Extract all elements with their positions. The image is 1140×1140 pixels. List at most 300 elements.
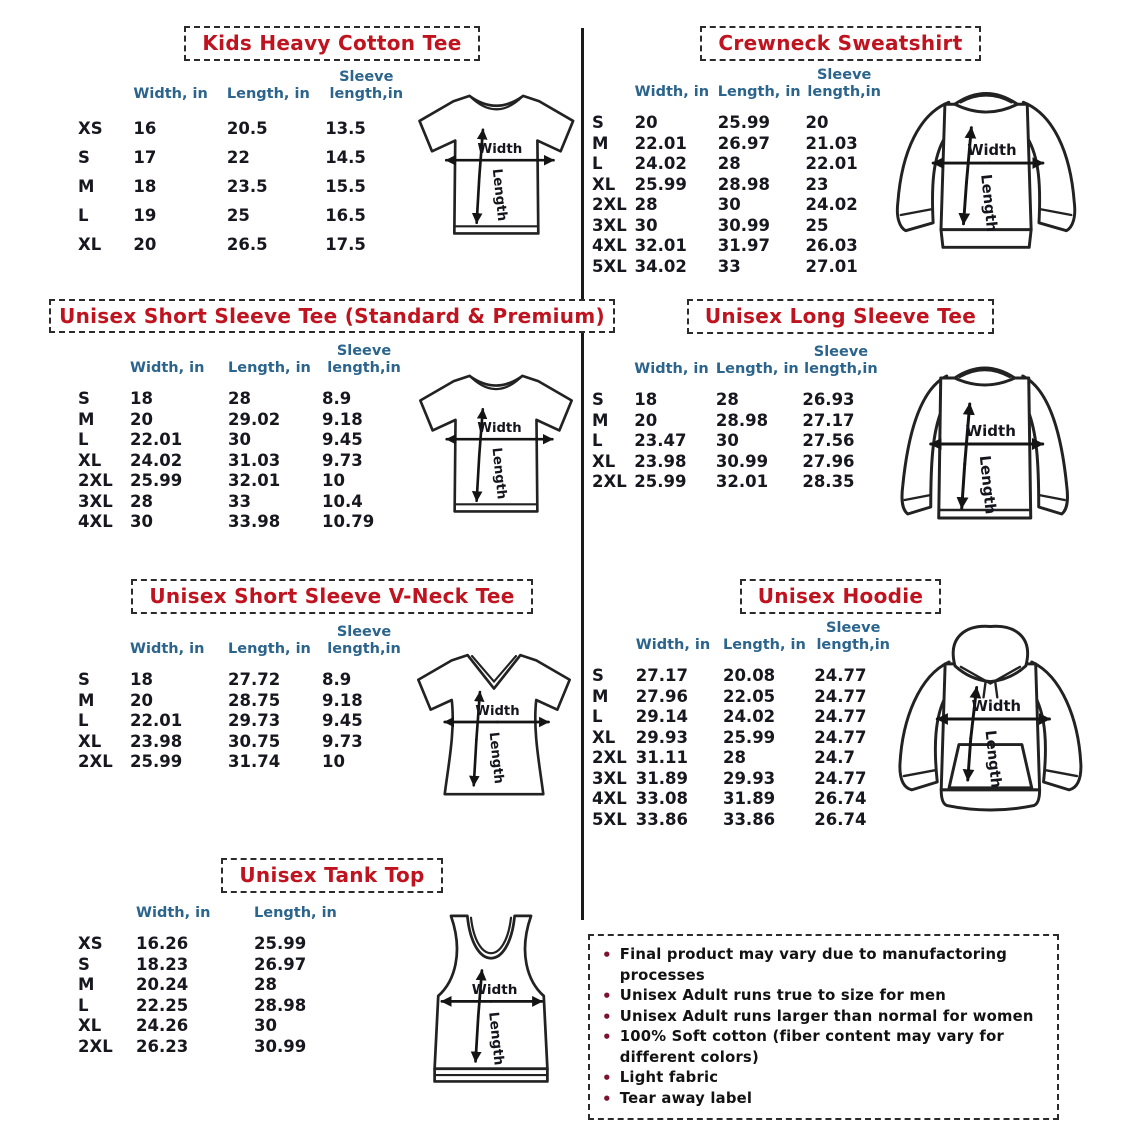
size-label: 4XL <box>592 236 627 256</box>
size-label: L <box>592 707 603 727</box>
measurement-value: 28 <box>634 195 658 215</box>
size-label: L <box>592 154 603 174</box>
measurement-value: 18.23 <box>136 954 189 974</box>
measurement-value: 28.98 <box>717 174 770 194</box>
header-row <box>78 624 406 669</box>
column-header: Width, in <box>133 85 208 102</box>
size-label: XL <box>592 727 616 747</box>
section-crewneck-sweatshirt <box>592 26 1089 298</box>
column-header: Width, in <box>634 83 710 100</box>
header-row <box>592 344 880 389</box>
table-row <box>78 690 406 711</box>
measurement-value: 10 <box>322 752 345 772</box>
table-row <box>78 470 406 491</box>
size-header-spacer <box>78 69 133 114</box>
table-row <box>78 429 406 450</box>
section-title: Unisex Hoodie <box>740 579 942 614</box>
measurement-value: 24.77 <box>814 707 867 727</box>
measurement-value: 10.79 <box>322 512 375 532</box>
note-text: 100% Soft cotton (fiber content may vary for different colors) <box>619 1028 1004 1066</box>
bullet-icon: • <box>602 946 612 964</box>
measurement-value: 33.98 <box>228 512 281 532</box>
table-row <box>78 143 407 172</box>
measurement-value: 27.17 <box>802 410 855 430</box>
table-row <box>78 491 406 512</box>
measurement-value: 32.01 <box>228 471 281 491</box>
column-header: Length, in <box>717 83 801 100</box>
measurement-value: 29.14 <box>635 707 688 727</box>
measurement-value: 31.97 <box>717 236 770 256</box>
v-neck-tee-diagram <box>406 632 582 812</box>
size-label: XS <box>78 119 103 139</box>
header-row <box>78 69 407 114</box>
size-header-spacer <box>78 624 130 669</box>
measurement-value: 25.99 <box>254 934 307 954</box>
measurement-value: 24.77 <box>814 727 867 747</box>
measurement-value: 28.75 <box>228 690 281 710</box>
size-label: 2XL <box>592 748 627 768</box>
measurement-value: 22.05 <box>722 686 776 706</box>
measurement-value: 28.35 <box>802 472 855 492</box>
table-row <box>592 788 892 809</box>
measurement-value: 29.73 <box>228 711 281 731</box>
length-label: Length <box>485 1011 507 1067</box>
bullet-icon: • <box>602 1089 612 1108</box>
table-row <box>78 230 407 259</box>
measurement-value: 32.01 <box>715 472 769 492</box>
measurement-value: 23 <box>805 174 829 194</box>
measurement-value: 25.99 <box>634 472 687 492</box>
table-row <box>78 934 364 955</box>
measurement-value: 24.26 <box>136 1016 189 1036</box>
measurement-value: 28 <box>254 975 277 995</box>
measurement-value: 24.02 <box>130 450 183 470</box>
size-label: 5XL <box>592 256 627 276</box>
measurement-value: 20 <box>634 410 658 430</box>
size-label: S <box>78 670 90 690</box>
measurement-value: 26.23 <box>136 1036 189 1056</box>
column-header: Length, in <box>722 636 806 653</box>
measurement-value: 25.99 <box>130 752 183 772</box>
note-text: Light fabric <box>619 1069 719 1086</box>
size-label: L <box>592 431 603 451</box>
size-label: XL <box>78 731 102 751</box>
width-label: Width <box>477 142 523 158</box>
measurement-value: 30 <box>717 195 741 215</box>
measurement-value: 26.97 <box>717 133 770 153</box>
column-header: Width, in <box>634 360 709 377</box>
measurement-value: 9.73 <box>322 450 363 470</box>
measurement-value: 21.03 <box>805 133 858 153</box>
column-header: Sleeve length,in <box>816 620 890 653</box>
bullet-icon: • <box>602 1028 612 1046</box>
length-label: Length <box>981 729 1005 789</box>
sweatshirt-diagram <box>883 67 1089 263</box>
header-row <box>78 905 364 934</box>
table-row <box>592 665 892 686</box>
section-title: Unisex Short Sleeve Tee (Standard & Premium) <box>49 299 615 333</box>
measurement-value: 16.26 <box>136 934 189 954</box>
measurement-value: 30 <box>130 512 153 532</box>
size-header-spacer <box>78 343 130 388</box>
size-label: M <box>78 975 95 995</box>
section-title: Unisex Long Sleeve Tee <box>687 299 994 334</box>
measurement-value: 28.98 <box>254 995 307 1015</box>
measurement-value: 31.74 <box>228 752 281 772</box>
header-row <box>78 343 406 388</box>
size-label: 3XL <box>78 491 113 511</box>
measurement-value: 22.01 <box>130 711 183 731</box>
table-row <box>78 975 364 996</box>
hoodie-diagram <box>892 620 1089 818</box>
table-row <box>592 451 880 472</box>
measurement-value: 30.99 <box>715 451 769 471</box>
measurement-value: 8.9 <box>322 389 352 409</box>
measurement-value: 33.08 <box>635 789 688 809</box>
size-table <box>592 344 880 492</box>
measurement-value: 20 <box>130 409 153 429</box>
measurement-value: 24.7 <box>814 748 855 768</box>
measurement-value: 30 <box>634 215 658 235</box>
measurement-value: 9.45 <box>322 430 363 450</box>
measurement-value: 27.96 <box>802 451 855 471</box>
measurement-value: 25 <box>805 215 829 235</box>
size-label: 2XL <box>78 752 113 772</box>
table-row <box>592 747 892 768</box>
size-label: S <box>592 113 604 133</box>
note-item <box>602 1089 1045 1110</box>
measurement-value: 20 <box>634 113 658 133</box>
table-row <box>78 669 406 690</box>
measurement-value: 13.5 <box>325 119 366 139</box>
measurement-value: 20.08 <box>722 666 776 686</box>
measurement-value: 20 <box>133 235 157 255</box>
measurement-value: 8.9 <box>322 670 352 690</box>
table-row <box>592 686 892 707</box>
measurement-value: 18 <box>130 670 153 690</box>
table-row <box>78 731 406 752</box>
length-label: Length <box>488 446 509 501</box>
size-label: S <box>592 666 604 686</box>
size-label: M <box>78 690 95 710</box>
section-title: Crewneck Sweatshirt <box>700 26 980 61</box>
measurement-value: 17 <box>133 148 157 168</box>
measurement-value: 22.01 <box>130 430 183 450</box>
measurement-value: 25 <box>226 206 250 226</box>
column-header: Length, in <box>226 85 310 102</box>
table-row <box>78 1036 364 1057</box>
measurement-value: 20.24 <box>136 975 189 995</box>
measurement-value: 28 <box>717 154 741 174</box>
table-row <box>592 727 892 748</box>
note-item <box>602 986 1045 1007</box>
size-label: 2XL <box>592 195 627 215</box>
section-unisex-hoodie <box>592 579 1089 855</box>
note-item <box>602 1027 1045 1068</box>
measurement-value: 23.5 <box>226 177 268 197</box>
length-label: Length <box>975 454 1000 516</box>
table-row <box>78 172 407 201</box>
table-row <box>592 133 883 154</box>
measurement-value: 23.47 <box>634 431 687 451</box>
column-header: Length, in <box>228 640 311 657</box>
table-row <box>78 114 407 143</box>
measurement-value: 10.4 <box>322 491 363 511</box>
size-label: M <box>78 409 95 429</box>
table-row <box>592 112 883 133</box>
size-label: 4XL <box>78 512 113 532</box>
size-label: L <box>78 206 89 226</box>
measurement-value: 20 <box>130 690 153 710</box>
table-row <box>78 995 364 1016</box>
measurement-value: 24.02 <box>805 195 858 215</box>
measurement-value: 28 <box>715 390 739 410</box>
width-label: Width <box>471 982 518 999</box>
measurement-value: 22.01 <box>805 154 858 174</box>
size-label: 2XL <box>78 1036 113 1056</box>
measurement-value: 27.72 <box>228 670 281 690</box>
section-title: Unisex Short Sleeve V-Neck Tee <box>131 579 532 614</box>
table-row <box>78 511 406 532</box>
table-row <box>78 710 406 731</box>
measurement-value: 26.74 <box>814 809 867 829</box>
measurement-value: 34.02 <box>634 256 687 276</box>
size-label: M <box>592 686 609 706</box>
measurement-value: 31.11 <box>635 748 688 768</box>
size-header-spacer <box>592 344 634 389</box>
column-header: Length, in <box>254 905 337 921</box>
size-label: XS <box>78 934 103 954</box>
table-row <box>78 450 406 471</box>
section-unisex-long-sleeve-tee <box>592 299 1089 575</box>
size-header-spacer <box>78 905 136 934</box>
measurement-value: 20 <box>805 113 829 133</box>
table-row <box>78 1016 364 1037</box>
measurement-value: 14.5 <box>325 148 366 168</box>
measurement-value: 30 <box>254 1016 277 1036</box>
section-title: Kids Heavy Cotton Tee <box>184 26 479 61</box>
table-row <box>592 410 880 431</box>
width-label: Width <box>965 422 1016 440</box>
measurement-value: 9.18 <box>322 690 363 710</box>
tshirt-diagram <box>407 69 586 255</box>
size-table <box>592 620 892 829</box>
size-label: S <box>78 954 90 974</box>
column-header: Sleeve length,in <box>807 67 881 100</box>
measurement-value: 15.5 <box>325 177 366 197</box>
size-label: 3XL <box>592 215 627 235</box>
size-label: 2XL <box>78 471 113 491</box>
column-header: Width, in <box>130 359 205 376</box>
measurement-value: 33.86 <box>722 809 776 829</box>
width-label: Width <box>967 142 1017 160</box>
note-item <box>602 945 1045 986</box>
measurement-value: 26.93 <box>802 390 855 410</box>
size-label: 5XL <box>592 809 627 829</box>
tank-top-diagram <box>400 905 582 1096</box>
measurement-value: 25.99 <box>722 727 776 747</box>
measurement-value: 18 <box>133 177 157 197</box>
measurement-value: 29.02 <box>228 409 281 429</box>
size-label: M <box>592 410 609 430</box>
measurement-value: 26.74 <box>814 789 867 809</box>
width-label: Width <box>971 698 1022 716</box>
column-header: Sleeve length,in <box>329 69 404 102</box>
size-label: L <box>78 995 89 1015</box>
measurement-value: 27.17 <box>635 666 688 686</box>
table-row <box>592 768 892 789</box>
measurement-value: 30.99 <box>717 215 770 235</box>
measurement-value: 26.97 <box>254 954 307 974</box>
measurement-value: 22 <box>226 148 250 168</box>
measurement-value: 24.77 <box>814 686 867 706</box>
size-label: L <box>78 711 89 731</box>
measurement-value: 19 <box>133 206 157 226</box>
note-text: Final product may vary due to manufactoring processes <box>619 946 1008 984</box>
measurement-value: 28 <box>228 389 251 409</box>
size-label: S <box>592 390 604 410</box>
table-row <box>592 194 883 215</box>
measurement-value: 31.89 <box>635 768 688 788</box>
header-row <box>592 620 892 665</box>
column-header: Sleeve length,in <box>327 343 401 376</box>
table-row <box>78 954 364 975</box>
bullet-icon: • <box>602 1069 612 1087</box>
measurement-value: 24.77 <box>814 666 867 686</box>
column-header: Width, in <box>136 905 211 921</box>
measurement-value: 26.5 <box>226 235 268 255</box>
product-notes-box <box>588 934 1059 1120</box>
measurement-value: 30 <box>715 431 739 451</box>
section-unisex-short-sleeve-tee <box>59 299 605 575</box>
table-row <box>78 388 406 409</box>
size-table <box>78 624 406 772</box>
table-row <box>592 215 883 236</box>
measurement-value: 32.01 <box>634 236 687 256</box>
measurement-value: 33 <box>717 256 741 276</box>
table-row <box>592 809 892 830</box>
measurement-value: 29.93 <box>722 768 776 788</box>
size-label: M <box>78 177 95 197</box>
measurement-value: 24.02 <box>634 154 687 174</box>
measurement-value: 29.93 <box>635 727 688 747</box>
measurement-value: 28 <box>130 491 153 511</box>
column-header: Width, in <box>635 636 711 653</box>
table-row <box>78 409 406 430</box>
measurement-value: 27.01 <box>805 256 858 276</box>
measurement-value: 22.01 <box>634 133 687 153</box>
measurement-value: 16.5 <box>325 206 366 226</box>
length-label: Length <box>977 173 1001 233</box>
measurement-value: 33.86 <box>635 809 688 829</box>
table-row <box>78 751 406 772</box>
section-title: Unisex Tank Top <box>221 858 442 893</box>
note-item <box>602 1068 1045 1089</box>
table-row <box>592 389 880 410</box>
size-table <box>78 69 407 259</box>
section-unisex-tank-top <box>78 858 586 1134</box>
measurement-value: 10 <box>322 471 345 491</box>
measurement-value: 24.77 <box>814 768 867 788</box>
section-kids-heavy-cotton-tee <box>78 26 586 298</box>
size-label: 2XL <box>592 472 627 492</box>
measurement-value: 9.73 <box>322 731 363 751</box>
column-header: Length, in <box>715 360 799 377</box>
header-row <box>592 67 883 112</box>
measurement-value: 27.96 <box>635 686 688 706</box>
measurement-value: 28 <box>722 748 746 768</box>
size-header-spacer <box>592 620 636 665</box>
measurement-value: 16 <box>133 119 157 139</box>
table-row <box>592 153 883 174</box>
column-header: Length, in <box>228 359 311 376</box>
measurement-value: 17.5 <box>325 235 366 255</box>
width-label: Width <box>477 421 522 437</box>
column-header: Width, in <box>130 640 205 657</box>
size-label: XL <box>78 1016 102 1036</box>
measurement-value: 23.98 <box>634 451 687 471</box>
size-label: 4XL <box>592 789 627 809</box>
size-label: XL <box>78 450 102 470</box>
measurement-value: 23.98 <box>130 731 183 751</box>
measurement-value: 25.99 <box>717 113 770 133</box>
width-label: Width <box>475 703 520 719</box>
measurement-value: 20.5 <box>226 119 268 139</box>
measurement-value: 28.98 <box>715 410 769 430</box>
table-row <box>592 706 892 727</box>
measurement-value: 18 <box>634 390 658 410</box>
table-row <box>592 174 883 195</box>
tshirt-diagram <box>406 353 586 529</box>
note-text: Unisex Adult runs true to size for men <box>619 987 946 1004</box>
measurement-value: 33 <box>228 491 251 511</box>
measurement-value: 18 <box>130 389 153 409</box>
size-label: XL <box>592 174 616 194</box>
table-row <box>592 235 883 256</box>
measurement-value: 24.02 <box>722 707 776 727</box>
size-label: L <box>78 430 89 450</box>
length-label: Length <box>489 167 510 222</box>
table-row <box>592 256 883 277</box>
column-header: Sleeve length,in <box>327 624 401 657</box>
section-unisex-v-neck-tee <box>78 579 586 855</box>
size-label: S <box>78 389 90 409</box>
column-header: Sleeve length,in <box>804 344 878 377</box>
measurement-value: 26.03 <box>805 236 858 256</box>
size-label: S <box>78 148 90 168</box>
measurement-value: 22.25 <box>136 995 189 1015</box>
size-table <box>78 343 406 532</box>
measurement-value: 25.99 <box>634 174 687 194</box>
measurement-value: 30 <box>228 430 251 450</box>
measurement-value: 30.75 <box>228 731 281 751</box>
measurement-value: 9.18 <box>322 409 363 429</box>
table-row <box>592 471 880 492</box>
note-text: Tear away label <box>619 1089 753 1107</box>
size-label: M <box>592 133 609 153</box>
bullet-icon: • <box>602 1007 612 1026</box>
measurement-value: 25.99 <box>130 471 183 491</box>
size-table <box>592 67 883 276</box>
measurement-value: 31.03 <box>228 450 281 470</box>
table-row <box>78 201 407 230</box>
size-label: XL <box>592 451 616 471</box>
bullet-icon: • <box>602 987 612 1005</box>
measurement-value: 30.99 <box>254 1036 307 1056</box>
table-row <box>592 430 880 451</box>
note-item <box>602 1007 1045 1028</box>
note-text: Unisex Adult runs larger than normal for women <box>619 1007 1034 1025</box>
